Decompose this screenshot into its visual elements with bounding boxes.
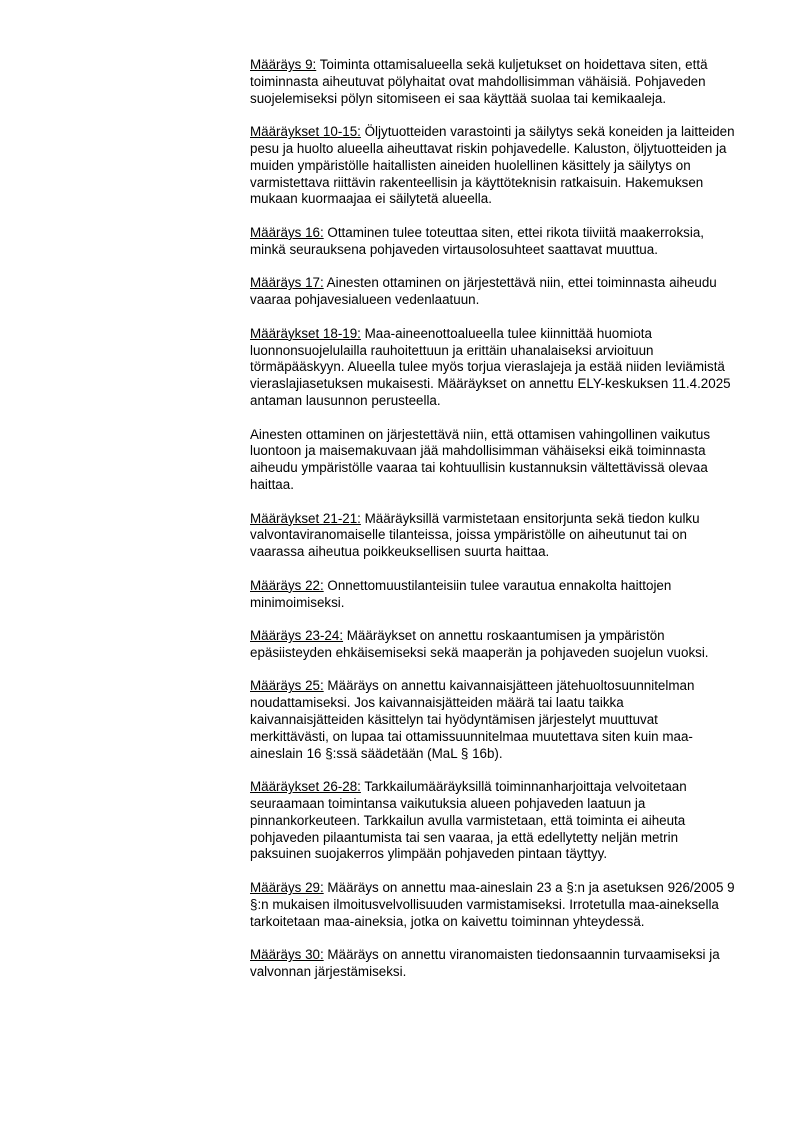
paragraph-ref: Määräys 29: [250,880,324,896]
paragraph-text: Onnettomuustilanteisiin tulee varautua ennakolta haittojen minimoimiseksi. [250,577,672,610]
paragraph-maaraykset-26-28 [250,779,738,863]
paragraph-maarays-17 [250,275,738,309]
paragraph-text: Maa-aineenottoalueella tulee kiinnittää huomiota luonnonsuojelulailla rauhoitettuun ja erittäin uhanalaiseksi arvioituun törmäpääskyyn. Alueella tulee myös torjua vieraslajeja ja estää niiden leviämistä vieraslajiasetuksen mukaisesti. Määräykset on annettu ELY-keskuksen 11.4.2025 antaman lausunnon perusteella. [250,325,731,408]
paragraph-maarays-30 [250,947,738,981]
paragraph-ref: Määräys 16: [250,224,324,240]
paragraph-text: Määräys on annettu maa-aineslain 23 a §:n ja asetuksen 926/2005 9 §:n mukaisen ilmoitusvelvollisuuden varmistamiseksi. Irrotetulla maa-aineksella tarkoitetaan maa-aineksia, jotka on kaivettu toiminnan yhteydessä. [250,880,735,929]
paragraph-ainesten-ottaminen [250,427,738,494]
paragraph-maarays-16 [250,225,738,259]
paragraph-maarays-25 [250,678,738,762]
paragraph-ref: Määräykset 26-28: [250,779,361,795]
paragraph-text: Määräykset on annettu roskaantumisen ja ympäristön epäsiisteyden ehkäisemiseksi sekä maaperän ja pohjaveden suojelun vuoksi. [250,628,709,660]
paragraph-ref: Määräys 30: [250,947,324,963]
paragraph-maarays-29 [250,880,738,930]
paragraph-maaraykset-21-21 [250,511,738,561]
paragraph-text: Määräys on annettu kaivannaisjätteen jätehuoltosuunnitelman noudattamiseksi. Jos kaivannaisjätteiden määrä tai laatu taikka kaivannaisjätteiden käsittelyn tai hyödyntämisen järjestelyt muuttuvat merkittävästi, on lupaa tai ottamissuunnitelmaa muutettava siten kuin maa-aineslain 16 §:ssä säädetään (MaL § 16b). [250,678,695,761]
paragraph-ref: Määräys 17: [250,275,324,291]
paragraph-ref: Määräys 25: [250,678,324,694]
paragraph-maarays-23-24 [250,628,738,662]
document-body [250,57,738,998]
paragraph-text: Tarkkailumääräyksillä toiminnanharjoittaja velvoitetaan seuraamaan toimintansa vaikutuksia alueen pohjaveden laatuun ja pinnankorkeuteen. Tarkkailun avulla varmistetaan, että toiminta ei aiheuta pohjaveden pilaantumista tai sen vaaraa, ja että edellytetty neljän metrin paksuinen suojakerros ylimpään pohjaveden pintaan täyttyy. [250,779,687,862]
paragraph-text: Määräyksillä varmistetaan ensitorjunta sekä tiedon kulku valvontaviranomaiselle tilanteissa, joissa ympäristölle on aiheutunut tai on vaarassa aiheutua poikkeuksellisen suurta haittaa. [250,510,700,560]
paragraph-text: Öljytuotteiden varastointi ja säilytys sekä koneiden ja laitteiden pesu ja huolto alueella aiheuttavat riskin pohjavedelle. Kaluston, öljytuotteiden ja muiden ympäristölle haitallisten aineiden huolellinen käsittely ja säilytys on varmistettava riittävin rakenteellisin ja käyttöteknisin ratkaisuin. Hakemuksen mukaan kuormaajaa ei säilytetä alueella. [250,124,735,207]
paragraph-ref: Määräykset 10-15: [250,124,361,140]
paragraph-ref: Määräys 22: [250,577,324,593]
paragraph-maaraykset-10-15 [250,124,738,208]
paragraph-maaraykset-18-19 [250,326,738,410]
paragraph-text: Toiminta ottamisalueella sekä kuljetukset on hoidettava siten, että toiminnasta aiheutuvat pölyhaitat ovat mahdollisimman vähäisiä. Pohjaveden suojelemiseksi pölyn sitomiseen ei saa käyttää suolaa tai kemikaaleja. [250,57,708,106]
paragraph-ref: Määräykset 18-19: [250,325,361,341]
paragraph-text: Ainesten ottaminen on järjestettävä niin, ettei toiminnasta aiheudu vaaraa pohjavesialueen vedenlaatuun. [250,275,717,308]
paragraph-text: Määräys on annettu viranomaisten tiedonsaannin turvaamiseksi ja valvonnan järjestämiseksi. [250,947,720,980]
paragraph-maarays-9 [250,57,738,107]
paragraph-text: Ottaminen tulee toteuttaa siten, ettei rikota tiiviitä maakerroksia, minkä seurauksena pohjaveden virtausolosuhteet saattavat muuttua. [250,224,705,257]
paragraph-text: Ainesten ottaminen on järjestettävä niin, että ottamisen vahingollinen vaikutus luontoon ja maisemakuvaan jää mahdollisimman vähäiseksi eikä toiminnasta aiheudu ympäristölle vaaraa tai kohtuullisin kustannuksin vältettävissä olevaa haittaa. [250,426,711,492]
paragraph-ref: Määräys 9: [250,57,317,72]
paragraph-ref: Määräykset 21-21: [250,510,361,526]
paragraph-maarays-22 [250,578,738,612]
paragraph-ref: Määräys 23-24: [250,628,344,644]
